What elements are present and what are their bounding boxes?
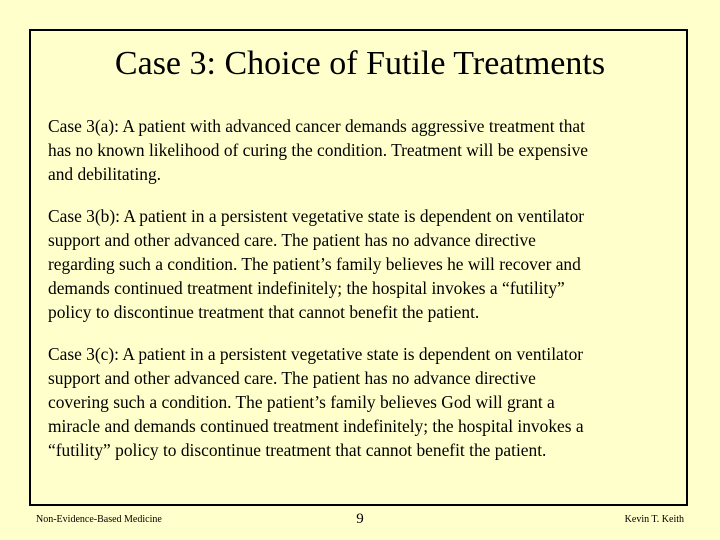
case-3c-paragraph — [48, 342, 678, 462]
case-3a-paragraph — [48, 114, 678, 186]
paragraph-line: covering such a condition. The patient’s family believes God will grant a — [48, 392, 555, 412]
paragraph-line: demands continued treatment indefinitely; the hospital invokes a “futility” — [48, 278, 565, 298]
footer-author: Kevin T. Keith — [624, 514, 684, 525]
slide-title: Case 3: Choice of Futile Treatments — [114, 45, 606, 82]
footer-presentation-title: Non-Evidence-Based Medicine — [36, 514, 162, 525]
paragraph-line: support and other advanced care. The patient has no advance directive — [48, 230, 536, 250]
paragraph-line: Case 3(b): A patient in a persistent vegetative state is dependent on ventilator — [48, 206, 585, 226]
paragraph-line: “futility” policy to discontinue treatment that cannot benefit the patient. — [48, 440, 547, 460]
paragraph-line: has no known likelihood of curing the condition. Treatment will be expensive — [48, 140, 588, 160]
paragraph-line: regarding such a condition. The patient’s family believes he will recover and — [48, 254, 581, 274]
paragraph-line: Case 3(c): A patient in a persistent vegetative state is dependent on ventilator — [48, 344, 584, 364]
paragraph-line: Case 3(a): A patient with advanced cancer demands aggressive treatment that — [48, 116, 585, 136]
paragraph-line: miracle and demands continued treatment indefinitely; the hospital invokes a — [48, 416, 584, 436]
paragraph-line: policy to discontinue treatment that cannot benefit the patient. — [48, 302, 480, 322]
paragraph-line: and debilitating. — [48, 164, 162, 184]
case-3b-paragraph — [48, 204, 678, 324]
footer-page-number: 9 — [356, 511, 364, 527]
paragraph-line: support and other advanced care. The patient has no advance directive — [48, 368, 536, 388]
